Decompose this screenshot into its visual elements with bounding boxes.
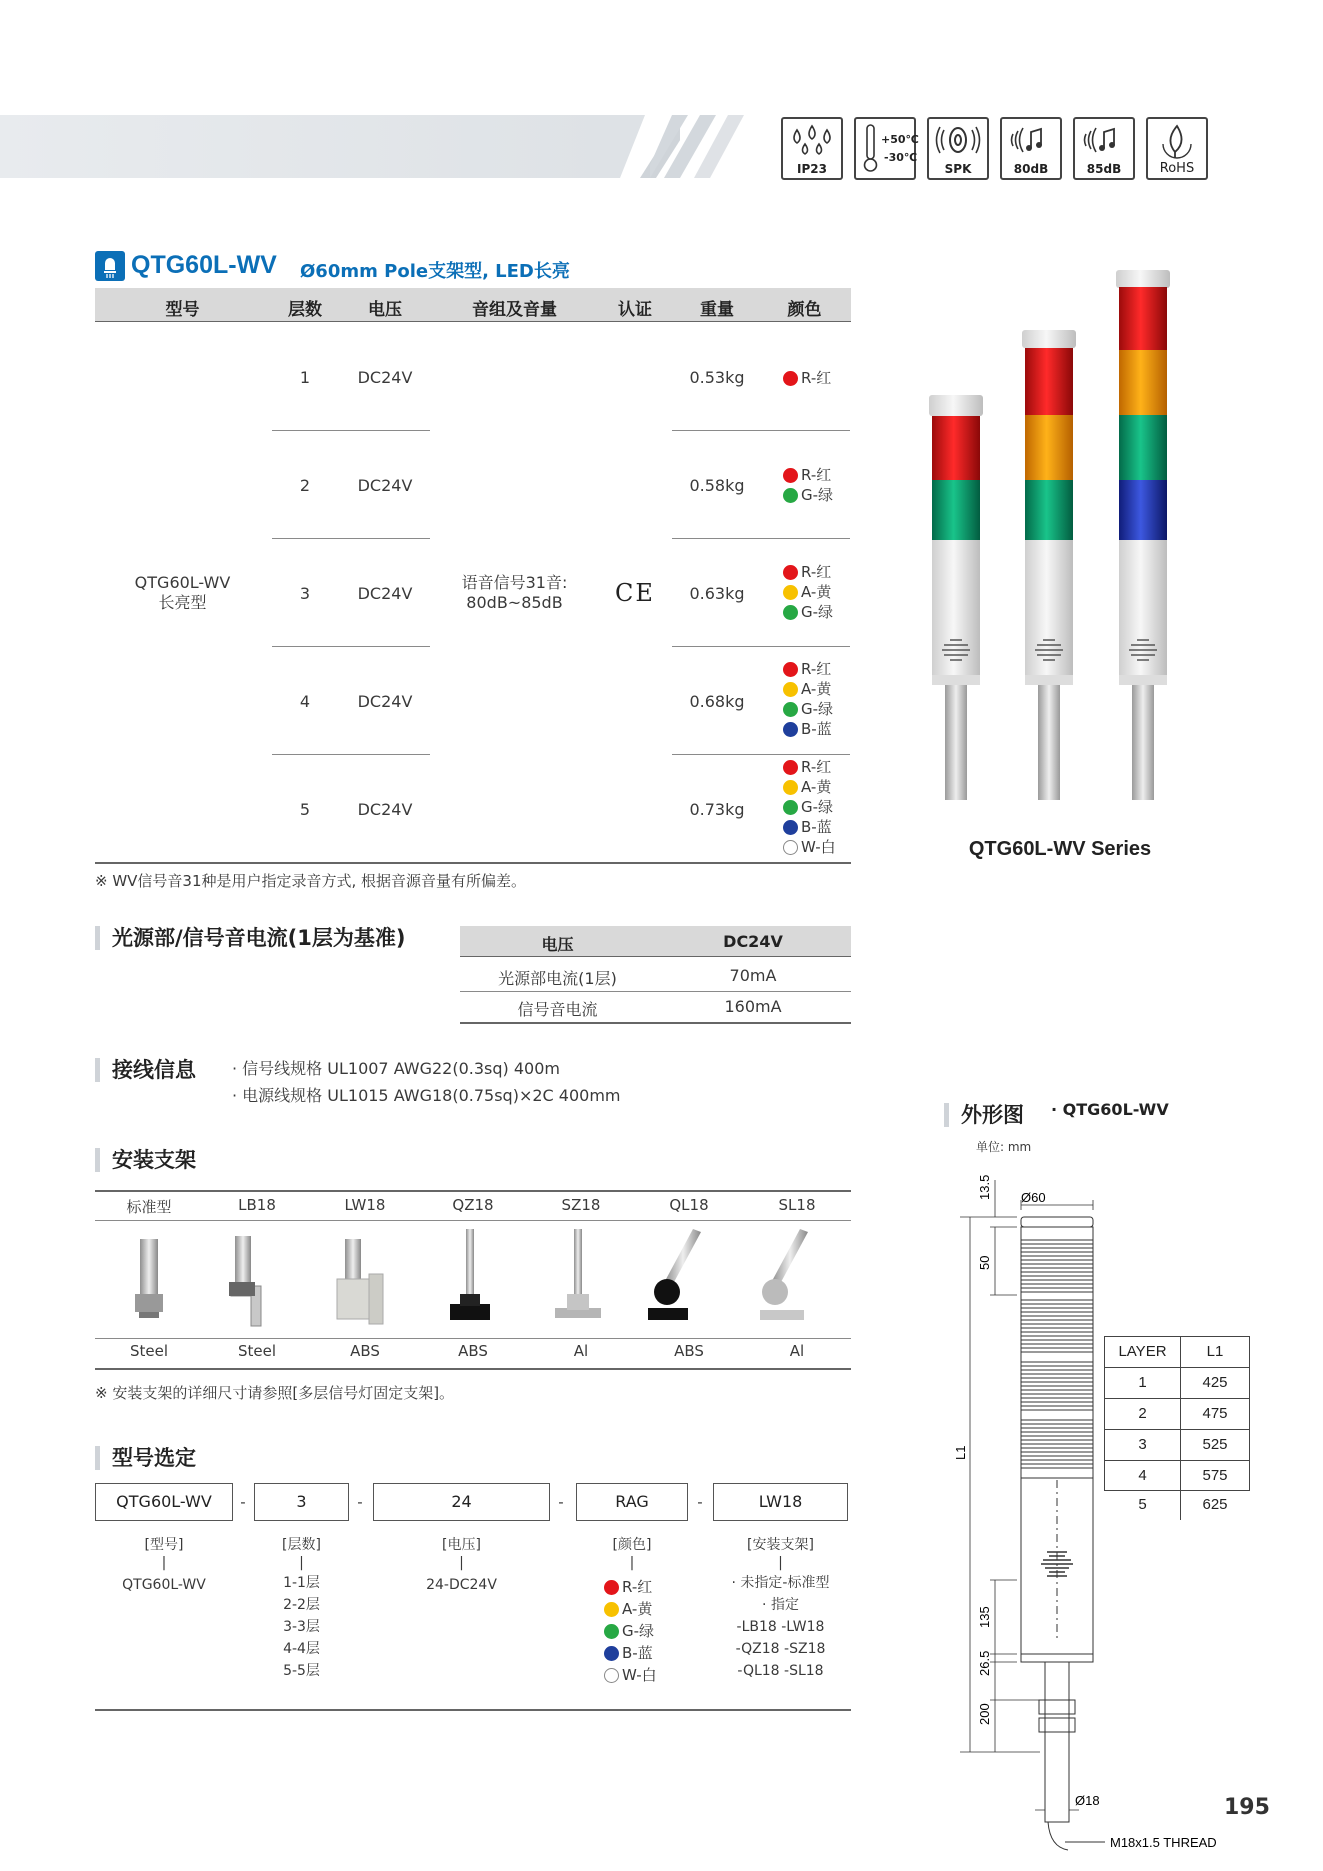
mount-photos: [95, 1224, 851, 1334]
current-row2-label: 信号音电流: [517, 1000, 598, 1019]
led-lamp-icon: [95, 251, 125, 281]
current-section-title: 光源部/信号音电流(1层为基准): [95, 926, 405, 950]
header-slashes: [650, 115, 765, 178]
spec-note: ※ WV信号音31种是用户指定录音方式, 根据音源音量有所偏差。: [95, 872, 527, 890]
temp-high: +50℃: [881, 133, 919, 146]
select-box-layers: 3: [254, 1483, 349, 1521]
80db-label: 80dB: [1013, 162, 1049, 176]
mount-materials: Steel Steel ABS ABS Al ABS Al: [129, 1342, 805, 1360]
selection-section-title: 型号选定: [95, 1446, 196, 1470]
row2-layers: 2: [299, 476, 311, 495]
mount-names: 标准型 LB18 LW18 QZ18 SZ18 QL18 SL18: [126, 1196, 816, 1216]
header-band: [0, 115, 680, 178]
dim-unit: 单位: mm: [976, 1140, 1032, 1154]
wiring-section-title: 接线信息: [95, 1058, 196, 1082]
speaker-icon: [927, 117, 989, 180]
th-cert: 认证: [618, 300, 652, 320]
row5-weight: 0.73kg: [689, 800, 745, 819]
th-sound: 音组及音量: [472, 300, 557, 320]
sound-80db-icon: [1000, 117, 1062, 180]
select-box-color: RAG: [576, 1483, 688, 1521]
product-photo: [920, 270, 1280, 830]
row1-layers: 1: [299, 368, 311, 387]
th-layers: 层数: [288, 300, 322, 320]
temp-low: -30℃: [884, 151, 918, 164]
ce-mark-icon: CE: [615, 579, 655, 607]
row3-weight: 0.63kg: [689, 584, 745, 603]
dim-200: 200: [977, 1703, 992, 1725]
dim-dia60: Ø60: [1021, 1190, 1046, 1205]
select-col-voltage: [电压] | 24-DC24V: [426, 1537, 497, 1593]
row5-colors: R-红 A-黄 G-绿 B-蓝 W-白: [783, 757, 836, 857]
select-box-model: QTG60L-WV: [95, 1483, 233, 1521]
dim-50: 50: [977, 1255, 992, 1270]
page-number: 195: [1224, 1795, 1270, 1820]
select-box-mount: LW18: [713, 1483, 848, 1521]
current-row1-label: 光源部电流(1层): [498, 969, 617, 988]
th-weight: 重量: [700, 300, 734, 320]
row1-voltage: DC24V: [357, 368, 413, 387]
ip23-icon: [781, 117, 843, 180]
select-col-model: [型号] | QTG60L-WV: [122, 1537, 206, 1593]
dim-dia18: Ø18: [1075, 1793, 1100, 1808]
row5-voltage: DC24V: [357, 800, 413, 819]
current-row2-value: 160mA: [724, 997, 782, 1016]
th-color: 颜色: [787, 300, 822, 320]
th-model: 型号: [165, 300, 200, 320]
layer-l1-table: LAYER L1 1 425 2 475 3 525 4 575 5 625: [1104, 1336, 1250, 1491]
select-col-color: [颜色] |: [612, 1537, 652, 1571]
dim-26-5: 26.5: [977, 1650, 992, 1676]
dim-section-title: 外形图: [944, 1103, 1024, 1127]
wiring-line-2: · 电源线规格 UL1015 AWG18(0.75sq)×2C 400mm: [232, 1086, 621, 1105]
rohs-label: RoHS: [1159, 161, 1195, 176]
ip23-label: IP23: [797, 162, 827, 176]
row1-colors: R-红: [783, 367, 831, 388]
current-row1-value: 70mA: [729, 966, 777, 985]
select-box-voltage: 24: [373, 1483, 550, 1521]
select-color-options: R-红 A-黄 G-绿 B-蓝 W-白: [604, 1576, 657, 1686]
row4-weight: 0.68kg: [689, 692, 745, 711]
header-stripes: [0, 115, 680, 178]
85db-label: 85dB: [1086, 162, 1122, 176]
th-voltage: 电压: [368, 300, 402, 320]
select-col-layers: [层数] | 1-1层 2-2层 3-3层 4-4层 5-5层: [282, 1537, 321, 1679]
row1-weight: 0.53kg: [689, 368, 745, 387]
dim-l1: L1: [953, 1445, 968, 1460]
select-col-mount: [安装支架] | · 未指定-标准型 · 指定 -LB18 -LW18 -QZ18 -SZ18 -QL18 -SL18: [731, 1537, 830, 1679]
row4-colors: R-红 A-黄 G-绿 B-蓝: [783, 659, 833, 739]
product-model-title: QTG60L-WV: [131, 251, 277, 279]
row2-colors: R-红 G-绿: [783, 465, 833, 505]
dim-model: · QTG60L-WV: [1051, 1100, 1169, 1119]
row4-layers: 4: [299, 692, 311, 711]
row2-voltage: DC24V: [357, 476, 413, 495]
mount-note: ※ 安装支架的详细尺寸请参照[多层信号灯固定支架]。: [95, 1384, 455, 1402]
product-caption: QTG60L-WV Series: [968, 838, 1152, 860]
sound-85db-icon: [1073, 117, 1135, 180]
row5-layers: 5: [299, 800, 311, 819]
rohs-icon: [1146, 117, 1208, 180]
spk-label: SPK: [944, 162, 972, 176]
dim-13-5: 13.5: [977, 1174, 992, 1200]
dim-thread: M18x1.5 THREAD: [1110, 1835, 1217, 1850]
row2-weight: 0.58kg: [689, 476, 745, 495]
thermometer-icon: [854, 117, 919, 180]
row3-layers: 3: [299, 584, 311, 603]
row3-colors: R-红 A-黄 G-绿: [783, 562, 833, 622]
product-description: Ø60mm Pole支架型, LED长亮: [300, 261, 570, 282]
row4-voltage: DC24V: [357, 692, 413, 711]
mount-section-title: 安装支架: [95, 1148, 196, 1172]
wiring-line-1: · 信号线规格 UL1007 AWG22(0.3sq) 400m: [232, 1059, 560, 1078]
row3-voltage: DC24V: [357, 584, 413, 603]
current-th-voltage: 电压: [541, 935, 574, 954]
current-th-dc24v: DC24V: [723, 932, 783, 951]
model-cell: QTG60L-WV 长亮型: [134, 573, 231, 612]
dim-135: 135: [977, 1606, 992, 1628]
sound-cell: 语音信号31音: 80dB~85dB: [461, 573, 568, 612]
